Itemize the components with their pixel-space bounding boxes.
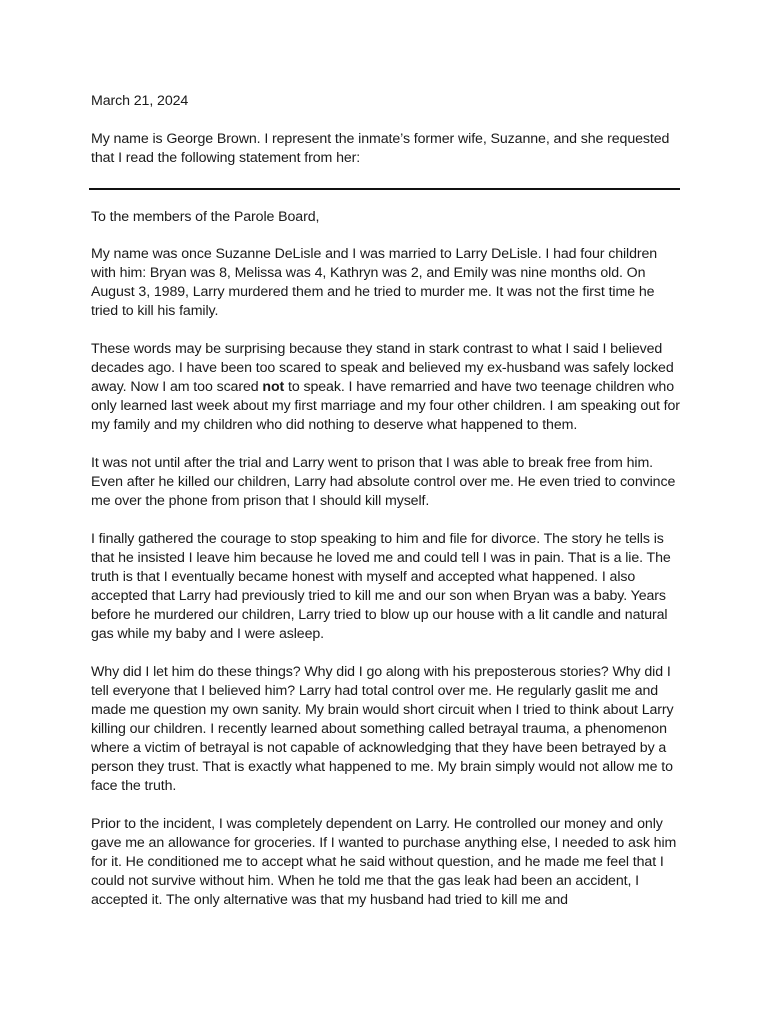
paragraph-2-text-start: These words may be surprising because they stand in stark contrast to what I said I believed decades ago. I have been too scared to speak and believed my ex-husband was safely locked away. Now I am too scared xyxy=(91,341,674,395)
paragraph-1: My name was once Suzanne DeLisle and I was married to Larry DeLisle. I had four children with him: Bryan was 8, Melissa was 4, Kathryn was 2, and Emily was nine months old. On August 3, 1989, Larry murdered them and he tried to murder me. It was not the first time he tried to kill his family. xyxy=(91,246,658,319)
intro-paragraph: My name is George Brown. I represent the inmate’s former wife, Suzanne, and she requested that I read the following statement from her: xyxy=(91,131,670,166)
document-page xyxy=(91,92,681,929)
paragraph-6: Prior to the incident, I was completely dependent on Larry. He controlled our money and only gave me an allowance for groceries. If I wanted to purchase anything else, I needed to ask him for it. He conditioned me to accept what he said without question, and he made me feel that I could not survive without him. When he told me that the gas leak had been an accident, I accepted it. The only alternative was that my husband had tried to kill me and xyxy=(91,816,677,908)
salutation: To the members of the Parole Board, xyxy=(91,209,320,225)
paragraph-5: Why did I let him do these things? Why did I go along with his preposterous stories? Why did I tell everyone that I believed him? Larry had total control over me. He regularly gaslit me and made me question my own sanity. My brain would short circuit when I tried to think about Larry killing our children. I recently learned about something called betrayal trauma, a phenomenon where a victim of betrayal is not capable of acknowledging that they have been betrayed by a person they trust. That is exactly what happened to me. My brain simply would not allow me to face the truth. xyxy=(91,664,674,794)
horizontal-divider xyxy=(89,188,680,190)
paragraph-4: I finally gathered the courage to stop speaking to him and file for divorce. The story he tells is that he insisted I leave him because he loved me and could tell I was in pain. That is a lie. The truth is that I eventually became honest with myself and accepted what happened. I also accepted that Larry had previously tried to kill me and our son when Bryan was a baby. Years before he murdered our children, Larry tried to blow up our house with a lit candle and natural gas while my baby and I were asleep. xyxy=(91,531,671,642)
paragraph-3: It was not until after the trial and Larry went to prison that I was able to break free from him. Even after he killed our children, Larry had absolute control over me. He even tried to convince me over the phone from prison that I should kill myself. xyxy=(91,455,676,509)
paragraph-2 xyxy=(91,340,681,435)
letter-date: March 21, 2024 xyxy=(91,93,189,109)
paragraph-2-text-end: to speak. I have remarried and have two teenage children who only learned last week about my first marriage and my four other children. I am speaking out for my family and my children who did nothing to deserve what happened to them. xyxy=(91,379,680,433)
emphasis-not: not xyxy=(262,379,285,395)
